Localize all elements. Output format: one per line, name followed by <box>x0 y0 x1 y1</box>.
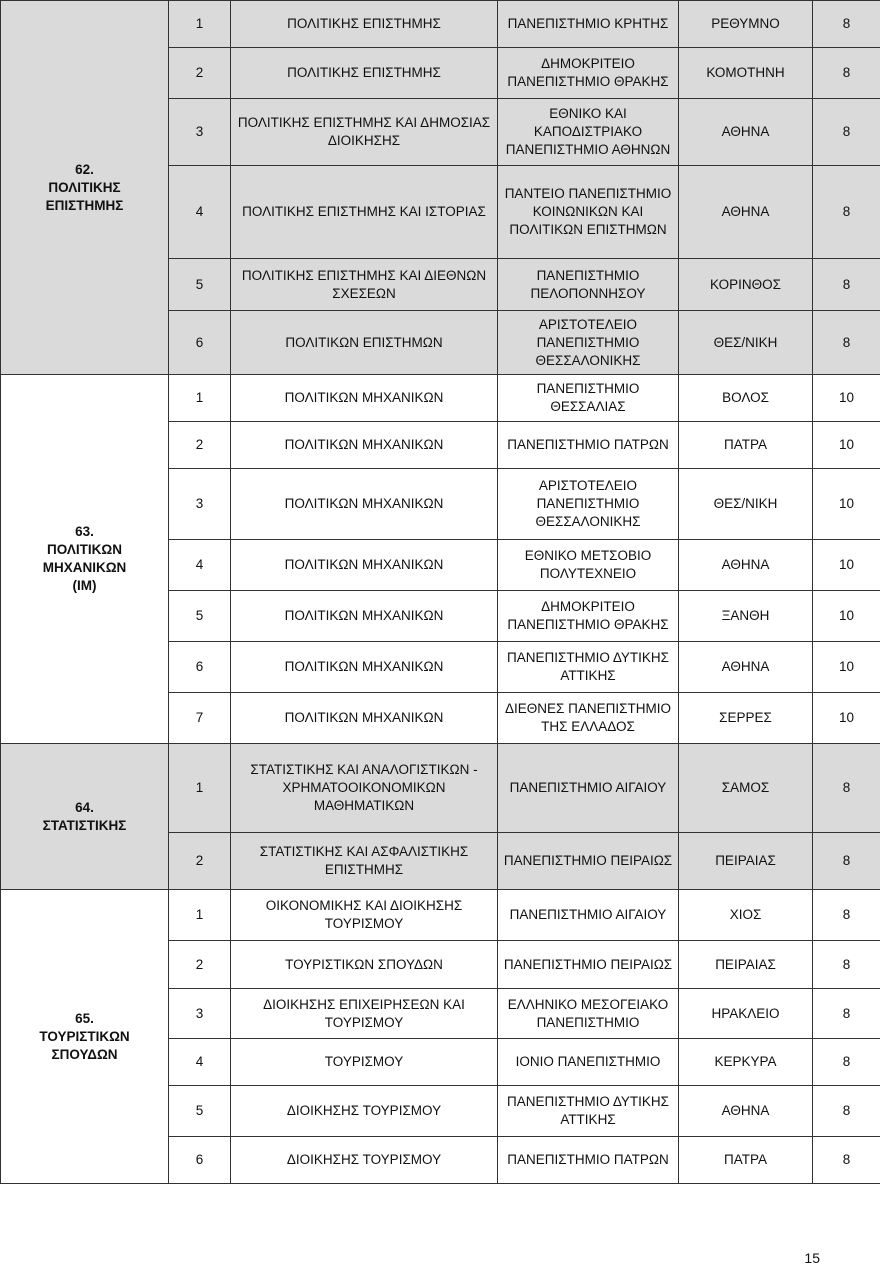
departments-table-body <box>1 1 880 1184</box>
university-name: ΠΑΝΕΠΙΣΤΗΜΙΟ ΔΥΤΙΚΗΣ ΑΤΤΙΚΗΣ <box>498 1086 679 1137</box>
table-row <box>1 1 880 48</box>
university-name: ΑΡΙΣΤΟΤΕΛΕΙΟ ΠΑΝΕΠΙΣΤΗΜΙΟ ΘΕΣΣΑΛΟΝΙΚΗΣ <box>498 311 679 375</box>
university-name: ΕΘΝΙΚΟ ΚΑΙ ΚΑΠΟΔΙΣΤΡΙΑΚΟ ΠΑΝΕΠΙΣΤΗΜΙΟ ΑΘΗΝΩΝ <box>498 99 679 166</box>
city: ΘΕΣ/ΝΙΚΗ <box>679 469 813 540</box>
row-number: 1 <box>169 744 231 833</box>
department-name: ΠΟΛΙΤΙΚΗΣ ΕΠΙΣΤΗΜΗΣ <box>231 1 498 48</box>
city: ΚΕΡΚΥΡΑ <box>679 1039 813 1086</box>
years: 8 <box>813 1137 880 1184</box>
row-number: 3 <box>169 99 231 166</box>
city: ΣΕΡΡΕΣ <box>679 693 813 744</box>
city: ΑΘΗΝΑ <box>679 642 813 693</box>
department-name: ΠΟΛΙΤΙΚΗΣ ΕΠΙΣΤΗΜΗΣ <box>231 48 498 99</box>
row-number: 5 <box>169 591 231 642</box>
university-name: ΠΑΝΕΠΙΣΤΗΜΙΟ ΠΕΙΡΑΙΩΣ <box>498 941 679 989</box>
department-name: ΟΙΚΟΝΟΜΙΚΗΣ ΚΑΙ ΔΙΟΙΚΗΣΗΣ ΤΟΥΡΙΣΜΟΥ <box>231 890 498 941</box>
years: 10 <box>813 375 880 422</box>
row-number: 4 <box>169 540 231 591</box>
years: 8 <box>813 259 880 311</box>
city: ΧΙΟΣ <box>679 890 813 941</box>
city: ΣΑΜΟΣ <box>679 744 813 833</box>
row-number: 6 <box>169 311 231 375</box>
row-number: 4 <box>169 1039 231 1086</box>
university-name: ΠΑΝΕΠΙΣΤΗΜΙΟ ΔΥΤΙΚΗΣ ΑΤΤΙΚΗΣ <box>498 642 679 693</box>
row-number: 4 <box>169 166 231 259</box>
department-name: ΣΤΑΤΙΣΤΙΚΗΣ ΚΑΙ ΑΝΑΛΟΓΙΣΤΙΚΩΝ - ΧΡΗΜΑΤΟΟΙΚΟΝΟΜΙΚΩΝ ΜΑΘΗΜΑΤΙΚΩΝ <box>231 744 498 833</box>
years: 10 <box>813 422 880 469</box>
university-name: ΕΘΝΙΚΟ ΜΕΤΣΟΒΙΟ ΠΟΛΥΤΕΧΝΕΙΟ <box>498 540 679 591</box>
row-number: 3 <box>169 989 231 1039</box>
page-number: 15 <box>804 1250 820 1266</box>
department-name: ΤΟΥΡΙΣΜΟΥ <box>231 1039 498 1086</box>
city: ΚΟΡΙΝΘΟΣ <box>679 259 813 311</box>
university-name: ΔΗΜΟΚΡΙΤΕΙΟ ΠΑΝΕΠΙΣΤΗΜΙΟ ΘΡΑΚΗΣ <box>498 48 679 99</box>
row-number: 2 <box>169 422 231 469</box>
years: 8 <box>813 311 880 375</box>
row-number: 2 <box>169 48 231 99</box>
department-name: ΠΟΛΙΤΙΚΩΝ ΜΗΧΑΝΙΚΩΝ <box>231 642 498 693</box>
row-number: 2 <box>169 941 231 989</box>
university-name: ΠΑΝΕΠΙΣΤΗΜΙΟ ΚΡΗΤΗΣ <box>498 1 679 48</box>
university-name: ΔΙΕΘΝΕΣ ΠΑΝΕΠΙΣΤΗΜΙΟ ΤΗΣ ΕΛΛΑΔΟΣ <box>498 693 679 744</box>
years: 8 <box>813 833 880 890</box>
department-name: ΔΙΟΙΚΗΣΗΣ ΕΠΙΧΕΙΡΗΣΕΩΝ ΚΑΙ ΤΟΥΡΙΣΜΟΥ <box>231 989 498 1039</box>
university-name: ΠΑΝΕΠΙΣΤΗΜΙΟ ΠΑΤΡΩΝ <box>498 422 679 469</box>
university-name: ΠΑΝΕΠΙΣΤΗΜΙΟ ΑΙΓΑΙΟΥ <box>498 744 679 833</box>
row-number: 3 <box>169 469 231 540</box>
row-number: 7 <box>169 693 231 744</box>
group-title-63: 63. ΠΟΛΙΤΙΚΩΝ ΜΗΧΑΝΙΚΩΝ (ΙΜ) <box>1 375 169 744</box>
row-number: 6 <box>169 642 231 693</box>
years: 8 <box>813 166 880 259</box>
row-number: 5 <box>169 259 231 311</box>
university-name: ΠΑΝΕΠΙΣΤΗΜΙΟ ΠΕΙΡΑΙΩΣ <box>498 833 679 890</box>
table-row <box>1 744 880 833</box>
years: 8 <box>813 99 880 166</box>
department-name: ΠΟΛΙΤΙΚΩΝ ΜΗΧΑΝΙΚΩΝ <box>231 591 498 642</box>
city: ΡΕΘΥΜΝΟ <box>679 1 813 48</box>
university-name: ΠΑΝΕΠΙΣΤΗΜΙΟ ΘΕΣΣΑΛΙΑΣ <box>498 375 679 422</box>
city: ΑΘΗΝΑ <box>679 540 813 591</box>
years: 8 <box>813 1086 880 1137</box>
university-name: ΠΑΝΤΕΙΟ ΠΑΝΕΠΙΣΤΗΜΙΟ ΚΟΙΝΩΝΙΚΩΝ ΚΑΙ ΠΟΛΙΤΙΚΩΝ ΕΠΙΣΤΗΜΩΝ <box>498 166 679 259</box>
city: ΠΑΤΡΑ <box>679 1137 813 1184</box>
table-row <box>1 890 880 941</box>
department-name: ΠΟΛΙΤΙΚΗΣ ΕΠΙΣΤΗΜΗΣ ΚΑΙ ΔΙΕΘΝΩΝ ΣΧΕΣΕΩΝ <box>231 259 498 311</box>
years: 10 <box>813 693 880 744</box>
city: ΞΑΝΘΗ <box>679 591 813 642</box>
city: ΒΟΛΟΣ <box>679 375 813 422</box>
row-number: 1 <box>169 1 231 48</box>
years: 10 <box>813 469 880 540</box>
group-title-65: 65. ΤΟΥΡΙΣΤΙΚΩΝ ΣΠΟΥΔΩΝ <box>1 890 169 1184</box>
department-name: ΔΙΟΙΚΗΣΗΣ ΤΟΥΡΙΣΜΟΥ <box>231 1086 498 1137</box>
years: 8 <box>813 744 880 833</box>
city: ΘΕΣ/ΝΙΚΗ <box>679 311 813 375</box>
city: ΑΘΗΝΑ <box>679 99 813 166</box>
table-row <box>1 375 880 422</box>
university-name: ΕΛΛΗΝΙΚΟ ΜΕΣΟΓΕΙΑΚΟ ΠΑΝΕΠΙΣΤΗΜΙΟ <box>498 989 679 1039</box>
row-number: 5 <box>169 1086 231 1137</box>
years: 8 <box>813 989 880 1039</box>
university-name: ΠΑΝΕΠΙΣΤΗΜΙΟ ΠΑΤΡΩΝ <box>498 1137 679 1184</box>
department-name: ΔΙΟΙΚΗΣΗΣ ΤΟΥΡΙΣΜΟΥ <box>231 1137 498 1184</box>
department-name: ΣΤΑΤΙΣΤΙΚΗΣ ΚΑΙ ΑΣΦΑΛΙΣΤΙΚΗΣ ΕΠΙΣΤΗΜΗΣ <box>231 833 498 890</box>
years: 8 <box>813 890 880 941</box>
department-name: ΠΟΛΙΤΙΚΗΣ ΕΠΙΣΤΗΜΗΣ ΚΑΙ ΙΣΤΟΡΙΑΣ <box>231 166 498 259</box>
city: ΑΘΗΝΑ <box>679 166 813 259</box>
group-title-64: 64. ΣΤΑΤΙΣΤΙΚΗΣ <box>1 744 169 890</box>
university-name: ΠΑΝΕΠΙΣΤΗΜΙΟ ΑΙΓΑΙΟΥ <box>498 890 679 941</box>
city: ΚΟΜΟΤΗΝΗ <box>679 48 813 99</box>
city: ΑΘΗΝΑ <box>679 1086 813 1137</box>
row-number: 1 <box>169 890 231 941</box>
department-name: ΠΟΛΙΤΙΚΩΝ ΕΠΙΣΤΗΜΩΝ <box>231 311 498 375</box>
city: ΠΕΙΡΑΙΑΣ <box>679 941 813 989</box>
department-name: ΠΟΛΙΤΙΚΩΝ ΜΗΧΑΝΙΚΩΝ <box>231 375 498 422</box>
years: 8 <box>813 1 880 48</box>
university-name: ΙΟΝΙΟ ΠΑΝΕΠΙΣΤΗΜΙΟ <box>498 1039 679 1086</box>
years: 8 <box>813 48 880 99</box>
row-number: 2 <box>169 833 231 890</box>
years: 8 <box>813 1039 880 1086</box>
years: 10 <box>813 540 880 591</box>
city: ΠΕΙΡΑΙΑΣ <box>679 833 813 890</box>
department-name: ΤΟΥΡΙΣΤΙΚΩΝ ΣΠΟΥΔΩΝ <box>231 941 498 989</box>
row-number: 6 <box>169 1137 231 1184</box>
department-name: ΠΟΛΙΤΙΚΩΝ ΜΗΧΑΝΙΚΩΝ <box>231 540 498 591</box>
years: 10 <box>813 591 880 642</box>
department-name: ΠΟΛΙΤΙΚΩΝ ΜΗΧΑΝΙΚΩΝ <box>231 693 498 744</box>
row-number: 1 <box>169 375 231 422</box>
group-title-62: 62. ΠΟΛΙΤΙΚΗΣ ΕΠΙΣΤΗΜΗΣ <box>1 1 169 375</box>
department-name: ΠΟΛΙΤΙΚΩΝ ΜΗΧΑΝΙΚΩΝ <box>231 469 498 540</box>
years: 10 <box>813 642 880 693</box>
department-name: ΠΟΛΙΤΙΚΩΝ ΜΗΧΑΝΙΚΩΝ <box>231 422 498 469</box>
university-name: ΑΡΙΣΤΟΤΕΛΕΙΟ ΠΑΝΕΠΙΣΤΗΜΙΟ ΘΕΣΣΑΛΟΝΙΚΗΣ <box>498 469 679 540</box>
university-name: ΠΑΝΕΠΙΣΤΗΜΙΟ ΠΕΛΟΠΟΝΝΗΣΟΥ <box>498 259 679 311</box>
years: 8 <box>813 941 880 989</box>
city: ΠΑΤΡΑ <box>679 422 813 469</box>
department-name: ΠΟΛΙΤΙΚΗΣ ΕΠΙΣΤΗΜΗΣ ΚΑΙ ΔΗΜΟΣΙΑΣ ΔΙΟΙΚΗΣΗΣ <box>231 99 498 166</box>
university-name: ΔΗΜΟΚΡΙΤΕΙΟ ΠΑΝΕΠΙΣΤΗΜΙΟ ΘΡΑΚΗΣ <box>498 591 679 642</box>
city: ΗΡΑΚΛΕΙΟ <box>679 989 813 1039</box>
